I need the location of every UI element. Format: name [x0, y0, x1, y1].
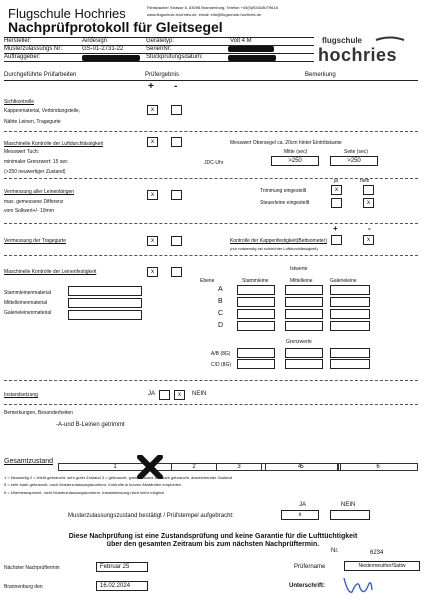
mat3-field[interactable]	[68, 310, 142, 320]
galerie-d[interactable]	[330, 321, 370, 331]
luft-sub2: minimaler Grenzwert: 15 sec	[4, 159, 68, 165]
galerie-c[interactable]	[330, 309, 370, 319]
fest-title: Maschinelle Kontrolle der Leinenfestigkeit	[4, 269, 97, 275]
stamm-label: Stammleine	[242, 278, 269, 284]
ebene-c: C	[218, 310, 224, 317]
zustand-label: Gesamtzustand	[4, 458, 54, 465]
stamm-cd[interactable]	[237, 359, 275, 369]
muster-label: Musterzulassungs Nr:	[4, 46, 63, 52]
galerie-cd[interactable]	[330, 359, 370, 369]
bem-label: Bemerkungen, Besonderheiten	[4, 410, 73, 416]
zustand-cell-2[interactable]: 2	[171, 463, 217, 471]
redacted-serial	[228, 46, 274, 52]
trimmung-nein-checkbox[interactable]	[363, 185, 374, 195]
cd-label: C/D (8G)	[211, 362, 231, 368]
signature-image	[338, 574, 378, 598]
instand-nein-label: NEIN	[192, 391, 207, 397]
leinen-plus-checkbox[interactable]: x	[147, 190, 158, 200]
statement-line-1: Diese Nachprüfung ist eine Zustandsprüfung und keine Garantie für die Lufttüchtigkeit	[68, 533, 358, 540]
logo-main: hochries	[318, 45, 398, 65]
mat2-label: Mittelleinenmaterial	[4, 300, 48, 306]
fest-minus-checkbox[interactable]	[171, 267, 182, 277]
ja-label: ja	[334, 178, 338, 184]
sicht-title: Sichtkontrolle	[4, 99, 35, 105]
seite-label: Seite (sec)	[344, 149, 368, 155]
zustand-legend-1: 1 = Neuwertig 2 = leicht gebraucht, sehr guter Zustand 3 = gebraucht, guter Zustand 4 = stark gebraucht, ausreichender Zustand	[4, 475, 232, 480]
auftrag-label: Auftraggeber:	[4, 54, 41, 60]
stempel-label: Musterzulassungszustand bestätigt / Prüfstempel aufgebracht:	[68, 513, 234, 519]
mat2-field[interactable]	[68, 298, 142, 308]
instand-ja-checkbox[interactable]	[159, 390, 170, 400]
col-ergebnis: Prüfergebnis	[145, 72, 180, 78]
minus-header: -	[174, 81, 178, 92]
stempel-nein-field[interactable]	[330, 510, 370, 520]
mat1-label: Stammleinenmaterial	[4, 290, 51, 296]
page-title: Nachprüfprotokoll für Gleitsegel	[8, 19, 223, 35]
muster-value: GS-01-2731-22	[82, 46, 124, 52]
mittel-cd[interactable]	[285, 359, 323, 369]
hersteller-label: Hersteller:	[4, 38, 32, 44]
naechster-field[interactable]: Februar 25	[96, 562, 148, 572]
zustand-cell-3[interactable]: 3	[216, 463, 262, 471]
steuer-label: Steuerleine eingestellt	[260, 200, 310, 206]
col-bemerkung: Bemerkung	[305, 72, 336, 78]
galerie-b[interactable]	[330, 297, 370, 307]
mittel-d[interactable]	[285, 321, 323, 331]
sicht-sub1: Kappenmaterial, Verbindungsteile,	[4, 108, 81, 114]
company-address: Flintsbacher Strasse 6, 83098 Brannenburg, Telefon +49(0)8034/8079618	[147, 5, 278, 10]
stempel-ja-field[interactable]: x	[281, 510, 319, 520]
leinen-title: Vermessung aller Leinenlängen	[4, 189, 75, 195]
pruefer-field[interactable]: Niedermeuther/Sattw	[344, 561, 420, 571]
trage-minus-checkbox[interactable]	[171, 236, 182, 246]
galerie-a[interactable]	[330, 285, 370, 295]
steuer-ja-checkbox[interactable]	[331, 198, 342, 208]
luft-note: Messwert Obersegel ca. 20cm hinter Eintrittskante	[230, 140, 342, 146]
nein-label: nein	[360, 178, 370, 184]
trage-plus-checkbox[interactable]: x	[147, 236, 158, 246]
jdc-label: JDC-Uhr	[204, 160, 224, 166]
naechster-label: Nächster Nachprüftermin	[4, 565, 60, 571]
mat1-field[interactable]	[68, 286, 142, 296]
mittel-ab[interactable]	[285, 348, 323, 358]
ab-label: A/B (8G)	[211, 351, 231, 357]
zustand-legend-3: 6 = Überbeansprucht, nicht Musterzulassungskonform, Instandsetzung nicht mehr möglich	[4, 490, 164, 495]
kappen-sub: (nur notwendig bei schlechter Luftdurchlässigkeit)	[230, 246, 318, 251]
stempel-nein-label: NEIN	[341, 502, 356, 508]
statement-line-2: über den gesamten Zeitraum bis zum nächsten Nachprüftermin.	[106, 541, 320, 548]
serien-label: SerienNr:	[146, 46, 172, 52]
instand-nein-checkbox[interactable]: x	[174, 390, 185, 400]
fest-plus-checkbox[interactable]: x	[147, 267, 158, 277]
company-logo	[318, 36, 418, 66]
geraetetyp-label: Gerätetyp:	[146, 38, 175, 44]
pruefer-label: Prüfername	[294, 564, 326, 570]
geraetetyp-value: Volt 4 M	[230, 38, 252, 44]
ebene-a: A	[218, 286, 223, 293]
mittel-label: Mittelleine	[290, 278, 313, 284]
trimmung-ja-checkbox[interactable]: x	[331, 185, 342, 195]
seite-field[interactable]: >250	[330, 156, 378, 166]
sicht-plus-checkbox[interactable]: x	[147, 105, 158, 115]
mat3-label: Galerieleinenmaterial	[4, 310, 52, 316]
mittel-c[interactable]	[285, 309, 323, 319]
instand-label: Instandsetzung	[4, 392, 38, 398]
zustand-legend-2: 5 = sehr stark gebraucht, noch Musterzulassungskonform, Kontrolle in kurzen Abständen empfohlen	[4, 482, 182, 487]
sicht-minus-checkbox[interactable]	[171, 105, 182, 115]
redacted-date	[228, 55, 276, 61]
ebene-d: D	[218, 322, 224, 329]
grenzwerte-label: Grenzwerte	[286, 339, 312, 345]
zustand-cell-4[interactable]: 4	[261, 463, 338, 471]
stamm-b[interactable]	[237, 297, 275, 307]
hersteller-value: Airdesign	[82, 38, 108, 44]
redacted-client	[82, 55, 140, 61]
kappen-title: Kontrolle der Kappenfestigkeit(Bettsometer)	[230, 238, 327, 244]
instand-ja-label: JA	[148, 391, 156, 397]
steuer-nein-checkbox[interactable]: x	[363, 198, 374, 208]
col-arbeiten: Durchgeführte Prüfarbeiten	[4, 72, 77, 78]
luft-minus-checkbox[interactable]	[171, 137, 182, 147]
galerie-ab[interactable]	[330, 348, 370, 358]
zustand-cell-5[interactable]: 5	[265, 463, 339, 471]
trage-title: Vermessung der Tragegurte	[4, 238, 66, 244]
istwerte-label: Istwerte	[290, 266, 308, 272]
trimmung-label: Trimmung eingestellt	[260, 188, 307, 194]
ort-date-field[interactable]: 16.02.2024	[96, 581, 148, 591]
mitte-label: Mitte (sec)	[284, 149, 308, 155]
leinen-minus-checkbox[interactable]	[171, 190, 182, 200]
leinen-sub2: vom Sollwert+/- 10mm	[4, 208, 54, 214]
stamm-ab[interactable]	[237, 348, 275, 358]
logo-top: flugschule	[322, 36, 363, 45]
stueck-label: Stückprüfungsdatum:	[146, 54, 203, 60]
nr-value: 6234	[370, 550, 384, 556]
kappen-plus-header: +	[333, 224, 338, 233]
unterschrift-label: Unterschrift:	[289, 583, 326, 589]
ebene-b: B	[218, 298, 223, 305]
sicht-sub2: Nähte Leinen, Tragegurte	[4, 119, 61, 125]
leinen-sub1: max. gemessene Differenz	[4, 199, 64, 205]
company-web: www.flugschule-hochries.de, email: info@flugschule-hochries.de	[147, 12, 262, 17]
kappen-plus-checkbox[interactable]	[331, 235, 342, 245]
kappen-minus-header: -	[368, 224, 371, 233]
stamm-a[interactable]	[237, 285, 275, 295]
luft-sub3: (>250 neuwertiger Zustand)	[4, 169, 66, 175]
zustand-cell-1[interactable]: 1	[58, 463, 172, 471]
stamm-d[interactable]	[237, 321, 275, 331]
stempel-ja-label: JA	[299, 502, 307, 508]
bem-text: -A-und B-Leinen getrimmt	[56, 422, 125, 428]
luft-plus-checkbox[interactable]: x	[147, 137, 158, 147]
galerie-label: Galerieleine	[330, 278, 357, 284]
ort-label: Brannenburg den	[4, 584, 43, 590]
stamm-c[interactable]	[237, 309, 275, 319]
nr-label: Nr.	[331, 548, 339, 554]
mitte-field[interactable]: >250	[271, 156, 319, 166]
mittel-b[interactable]	[285, 297, 323, 307]
luft-title: Maschinelle Kontrolle der Luftdurchlässigkeit	[4, 141, 103, 147]
mittel-a[interactable]	[285, 285, 323, 295]
luft-sub1: Messwert Tuch:	[4, 149, 40, 155]
plus-header: +	[148, 81, 154, 92]
kappen-minus-checkbox[interactable]: x	[363, 235, 374, 245]
company-name: Flugschule Hochries	[8, 6, 126, 21]
zustand-cell-6[interactable]: 6	[338, 463, 418, 471]
ebene-label: Ebene	[200, 278, 215, 284]
